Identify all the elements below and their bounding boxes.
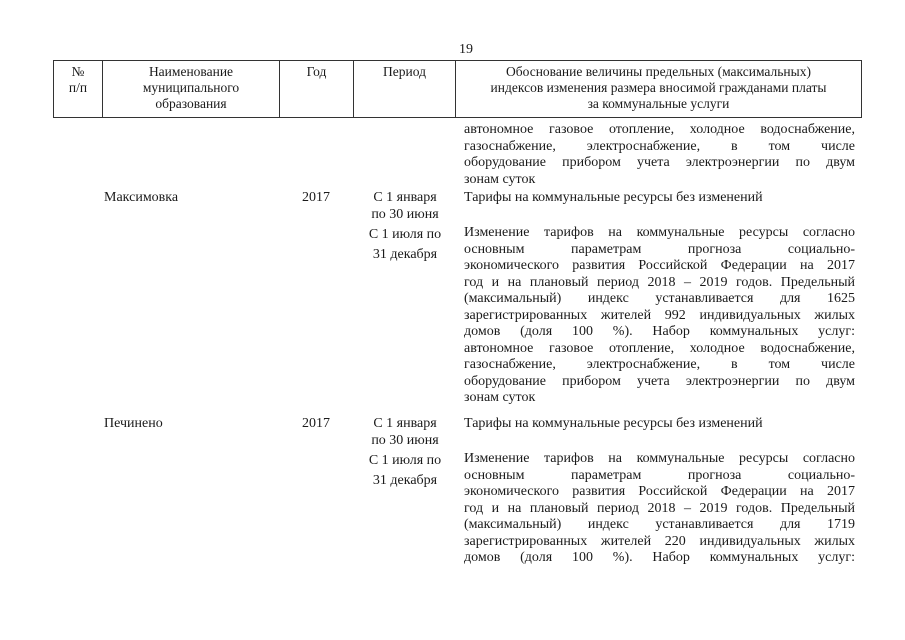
paragraph-line: автономное газовое отопление, холодное водоснабжение, — [464, 340, 855, 356]
tariff-line: Тарифы на коммунальные ресурсы без изменений — [464, 190, 763, 205]
tariff-text — [464, 190, 855, 207]
paragraph-line: основным параметрам прогноза социально- — [464, 467, 855, 483]
paragraph-line: экономического развития Российской Федерации на 2017 — [464, 484, 855, 499]
justification-paragraph — [464, 225, 855, 407]
year-cell: 2017 — [302, 416, 330, 431]
paragraph-line: оборудование прибором учета электроэнергии по двум — [464, 373, 855, 389]
paragraph-line: газоснабжение, электроснабжение, в том числе — [464, 138, 855, 154]
year-cell: 2017 — [302, 190, 330, 205]
municipality-name: Максимовка — [104, 190, 179, 205]
header-justification-cell — [455, 60, 862, 118]
paragraph-line: домов (доля 100 %). Набор коммунальных услуг: — [464, 550, 855, 565]
paragraph-line: Изменение тарифов на коммунальные ресурсы согласно — [464, 451, 855, 466]
paragraph-line: (максимальный) индекс устанавливается для 1719 — [464, 517, 855, 532]
header-year-cell — [279, 60, 354, 118]
tariff-text — [464, 416, 855, 433]
paragraph-line: экономического развития Российской Федерации на 2017 — [464, 258, 855, 273]
header-name-cell — [102, 60, 280, 118]
paragraph-line: (максимальный) индекс устанавливается для 1625 — [464, 291, 855, 306]
header-justification-line: Обоснование величины предельных (максимальных) — [506, 64, 811, 79]
paragraph-line: зонам суток — [464, 390, 536, 405]
paragraph-line: зарегистрированных жителей 220 индивидуальных жилых — [464, 533, 855, 549]
header-justification-line: индексов изменения размера вносимой гражданами платы — [490, 80, 827, 95]
header-num-line: № — [71, 64, 85, 79]
period-line: С 1 июля по — [368, 453, 442, 468]
paragraph-line: домов (доля 100 %). Набор коммунальных услуг: — [464, 324, 855, 339]
period-line: по 30 июня — [371, 432, 439, 448]
period-cell — [356, 225, 454, 265]
period-line: С 1 января — [373, 416, 437, 431]
header-name-line: Наименование — [148, 64, 234, 79]
paragraph-line: год и на плановый период 2018 – 2019 годов. Предельный — [464, 274, 855, 290]
period-line: 31 декабря — [372, 247, 438, 262]
paragraph-line: год и на плановый период 2018 – 2019 годов. Предельный — [464, 500, 855, 516]
header-justification-line: за коммунальные услуги — [587, 96, 730, 111]
header-period-cell — [353, 60, 456, 118]
paragraph-line: зонам суток — [464, 171, 536, 187]
paragraph-line: зарегистрированных жителей 992 индивидуальных жилых — [464, 307, 855, 323]
paragraph-line: Изменение тарифов на коммунальные ресурсы согласно — [464, 225, 855, 240]
paragraph-line: основным параметрам прогноза социально- — [464, 241, 855, 257]
period-line: 31 декабря — [372, 473, 438, 488]
header-name-line: образования — [155, 96, 227, 111]
header-num-line: п/п — [68, 80, 88, 95]
header-name-line: муниципального — [142, 80, 240, 95]
period-line: по 30 июня — [371, 206, 439, 222]
period-line: С 1 июля по — [368, 227, 442, 242]
paragraph-line: газоснабжение, электроснабжение, в том числе — [464, 357, 855, 372]
period-cell — [356, 451, 454, 491]
continuation-paragraph — [464, 122, 855, 188]
period-line: С 1 января — [373, 190, 437, 205]
header-year-text: Год — [306, 64, 327, 79]
period-cell — [356, 190, 454, 223]
tariff-line: Тарифы на коммунальные ресурсы без изменений — [464, 416, 763, 431]
paragraph-line: оборудование прибором учета электроэнергии по двум — [464, 155, 855, 170]
municipality-name: Печинено — [104, 416, 163, 431]
header-num-cell — [53, 60, 103, 118]
justification-paragraph — [464, 451, 855, 567]
paragraph-line: автономное газовое отопление, холодное водоснабжение, — [464, 122, 855, 137]
page-number: 19 — [459, 42, 473, 57]
header-period-text: Период — [383, 64, 426, 79]
period-cell — [356, 416, 454, 449]
